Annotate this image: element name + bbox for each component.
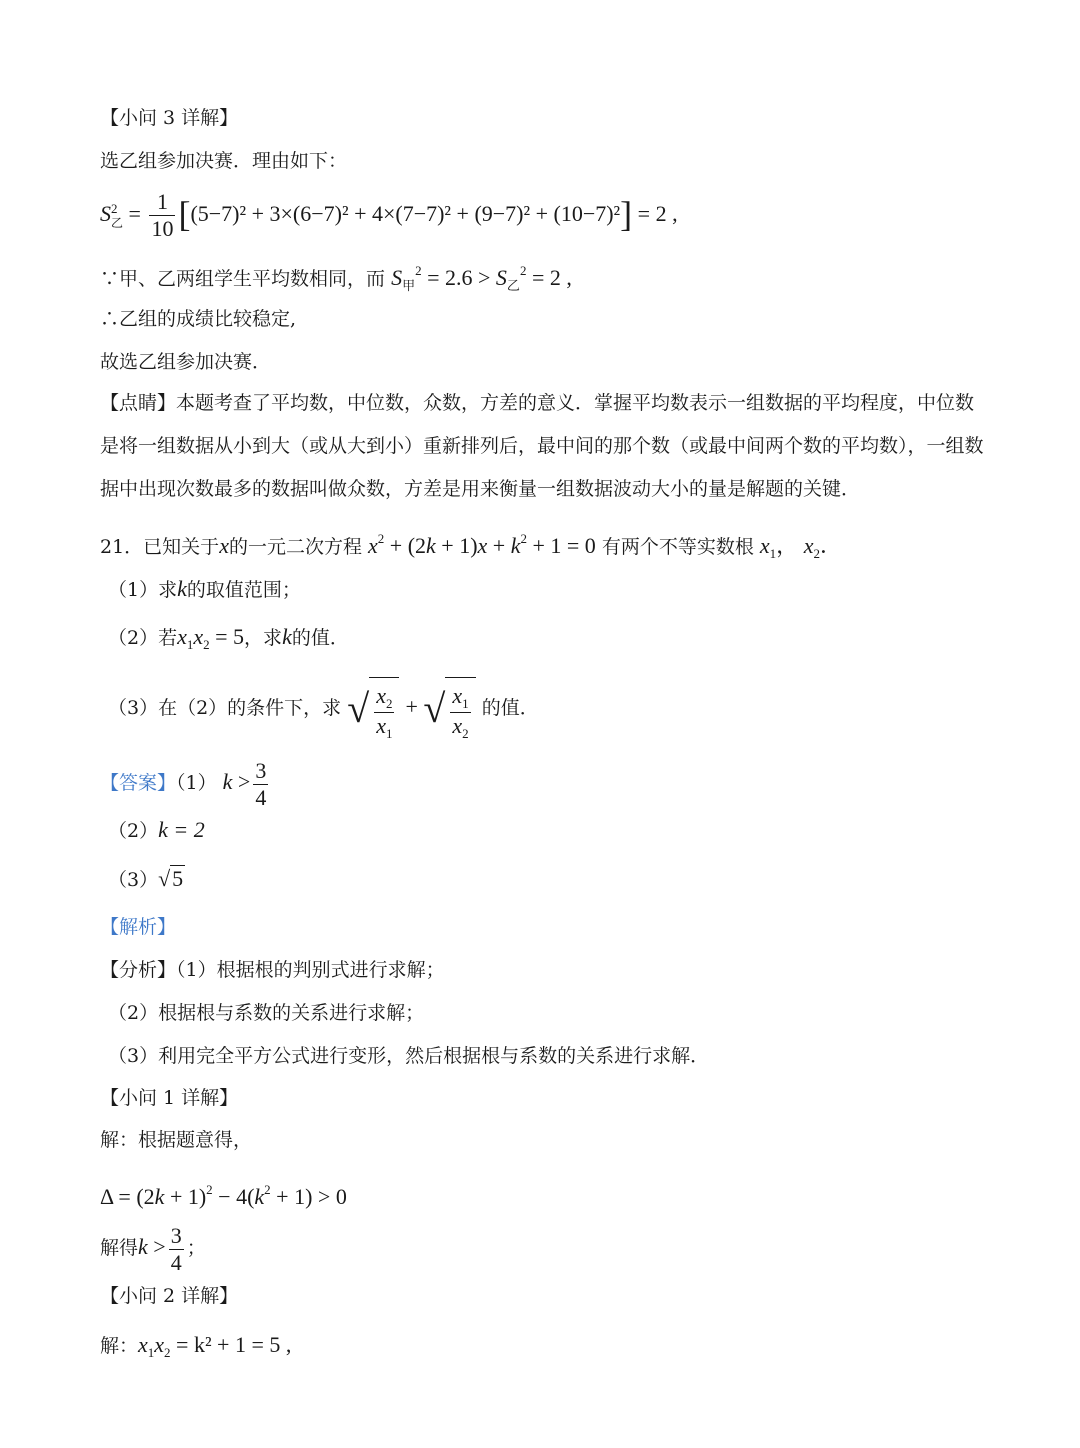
because-line: ∵甲、乙两组学生平均数相同，而 $S_甲^2 = 2.6 > S_乙^2 = 2$ , — [100, 263, 572, 293]
sec2-line: 解：$x_1x_2 = k^2 + 1 = 5$ , — [100, 1332, 292, 1360]
answer-line-2: （2）k = 2 — [108, 817, 205, 842]
one-tenth-fraction: $\frac{1}{10}$ — [151, 189, 174, 242]
question-21-stem: 21．已知关于x的一元二次方程 $x^2 + (2k + 1)x + k^2 + 1 = 0$ 有两个不等实数根 $x_1$， $x_2$． — [100, 531, 842, 561]
question-21-part3: （3）在（2）的条件下，求 √ $\frac{x_2}{x_1}$ + √ $\frac{x_1}{x_2}$ 的值． — [108, 676, 1020, 742]
answer-tag: 【答案】 — [100, 772, 177, 794]
therefore-line: ∴乙组的成绩比较稳定, — [100, 308, 297, 330]
analysis-line-1: 【分析】（1）根据根的判别式进行求解； — [100, 959, 445, 981]
variance-formula: S 2 乙 = $\frac{1}{10}$ [(5−7)² + 3×(6−7)² + 4×(7−7)² + (9−7)² + (10−7)²] = 2 , — [100, 189, 678, 242]
analysis-line-3: （3）利用完全平方公式进行变形，然后根据根与系数的关系进行求解． — [108, 1045, 710, 1067]
answer-line-1: 【答案】（1） k > $\frac{3}{4}$ — [100, 757, 267, 810]
analysis-tag: 【解析】 — [100, 916, 177, 938]
discriminant-line: $\Delta = (2k + 1)^2 - 4(k^2 + 1) > 0$ — [100, 1182, 347, 1209]
analysis-line-2: （2）根据根与系数的关系进行求解； — [108, 1002, 425, 1024]
question-21-part2: （2）若$x_1x_2 = 5$，求k的值． — [108, 624, 349, 652]
choose-line: 故选乙组参加决赛． — [100, 351, 272, 373]
sec3-heading: 【小问 3 详解】 — [100, 107, 239, 129]
sec1-heading: 【小问 1 详解】 — [100, 1087, 239, 1109]
solve1-line: 解得k > $\frac{3}{4}$ ； — [100, 1222, 206, 1275]
sec1-intro: 解：根据题意得， — [100, 1129, 253, 1151]
sec2-heading: 【小问 2 详解】 — [100, 1285, 239, 1307]
answer-line-3: （3）√5 — [108, 866, 184, 891]
variance-terms: (5−7)² + 3×(6−7)² + 4×(7−7)² + (9−7)² + (10−7)² — [190, 201, 621, 226]
question-21-part1: （1）求k的取值范围； — [108, 576, 301, 601]
sec3-intro: 选乙组参加决赛．理由如下： — [100, 150, 348, 172]
comment-paragraph: 【点睛】本题考查了平均数，中位数，众数，方差的意义．掌握平均数表示一组数据的平均程度，中位数是将一组数据从小到大（或从大到小）重新排列后，最中间的那个数（或最中间两个数的平均数），一组数据中出现次数最多的数据叫做众数，方差是用来衡量一组数据波动大小的量是解题的关键． — [100, 392, 984, 500]
